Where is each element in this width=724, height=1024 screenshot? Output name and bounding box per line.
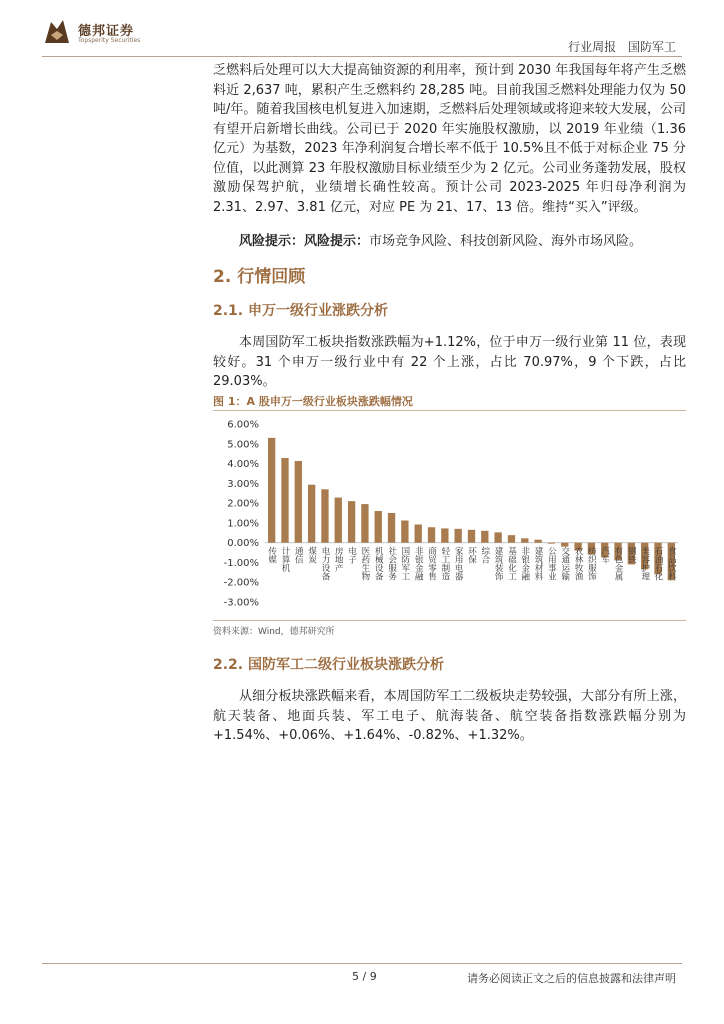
y-tick-label: -3.00% bbox=[223, 597, 259, 609]
bar bbox=[308, 485, 315, 543]
x-category-label: 建筑装饰 bbox=[493, 546, 504, 581]
x-category-label: 基础化工 bbox=[506, 546, 517, 581]
bar bbox=[388, 513, 395, 543]
x-category-label: 煤炭 bbox=[306, 546, 317, 564]
y-tick-label: -1.00% bbox=[223, 557, 259, 569]
y-tick-label: 2.00% bbox=[227, 498, 259, 510]
x-category-label: 建筑材料 bbox=[533, 546, 544, 581]
risk-text: 市场竞争风险、科技创新风险、海外市场风险。 bbox=[369, 234, 643, 249]
bar bbox=[361, 504, 368, 543]
x-category-label: 有色金属 bbox=[613, 546, 624, 581]
bar bbox=[401, 521, 408, 543]
figure-bottom-rule bbox=[213, 620, 686, 621]
y-tick-label: -2.00% bbox=[223, 577, 259, 589]
x-category-label: 计算机 bbox=[279, 546, 290, 573]
bar bbox=[455, 529, 462, 543]
y-tick-label: 1.00% bbox=[227, 518, 259, 530]
y-tick-label: 0.00% bbox=[227, 538, 259, 550]
x-category-label: 房地产 bbox=[333, 546, 344, 573]
x-category-label: 电子 bbox=[346, 546, 357, 564]
y-tick-label: 4.00% bbox=[227, 459, 259, 471]
section-2-2-paragraph: 从细分板块涨跌幅来看，本周国防军工二级板块走势较强，大部分有所上涨，航天装备、地面兵装、军工电子、航海装备、航空装备指数涨跌幅分别为+1.54%、+0.06%、+1.64%、-0.82%、+1.32%。 bbox=[213, 689, 686, 743]
x-category-label: 石油石化 bbox=[653, 546, 664, 581]
x-category-label: 农林牧渔 bbox=[573, 546, 584, 581]
page-number: 5 / 9 bbox=[352, 970, 377, 983]
y-tick-label: 3.00% bbox=[227, 478, 259, 490]
bar bbox=[375, 511, 382, 543]
bar bbox=[441, 528, 448, 542]
bar bbox=[468, 530, 475, 543]
figure-source: 资料来源：Wind，德邦研究所 bbox=[213, 627, 335, 637]
x-category-label: 传媒 bbox=[266, 546, 277, 564]
bar bbox=[415, 524, 422, 542]
section-2-heading: 2. 行情回顾 bbox=[213, 267, 306, 287]
x-category-label: 轻工制造 bbox=[439, 546, 450, 581]
bar bbox=[295, 461, 302, 543]
x-category-label: 纺织服饰 bbox=[586, 546, 597, 581]
footer-divider bbox=[42, 963, 682, 964]
y-tick-label: 5.00% bbox=[227, 439, 259, 451]
intro-paragraph: 乏燃料后处理可以大大提高铀资源的利用率，预计到 2030 年我国每年将产生乏燃料近 2,637 吨，累积产生乏燃料约 28,285 吨。目前我国乏燃料处理能力仅为 50 吨/年。随着我国核电机复进入加速期，乏燃料后处理领域或将迎来较大发展，公司有望开启新增长曲线。公司已于 2020 年实施股权激励，以 2019 年业绩（1.36 亿元）为基数，2023 年净利润复合增长率不低于 10.5%且不低于对标企业 75 分位值，以此测算 23 年股权激励目标业绩至少为 2 亿元。公司业务蓬勃发展，股权激励保驾护航，业绩增长确性较高。预计公司 2023-2025 年归母净利润为 2.31、2.97、3.81 亿元，对应 PE 为 21、17、13 倍。维持“买入”评级。 bbox=[213, 63, 686, 215]
x-category-label: 食品饮料 bbox=[666, 546, 677, 581]
bar bbox=[428, 527, 435, 542]
section-2-1-paragraph: 本周国防军工板块指数涨跌幅为+1.12%，位于申万一级行业第 11 位，表现较好。31 个申万一级行业中有 22 个上涨，占比 70.97%，9 个下跌，占比 29.03%。 bbox=[213, 335, 686, 389]
bar bbox=[348, 501, 355, 543]
y-tick-label: 6.00% bbox=[227, 419, 259, 431]
bar bbox=[548, 543, 555, 544]
x-category-label: 环保 bbox=[466, 546, 477, 564]
company-name: 德邦证券 bbox=[78, 24, 135, 39]
x-category-label: 家用电器 bbox=[453, 546, 464, 581]
bar bbox=[281, 458, 288, 543]
x-category-label: 社会服务 bbox=[386, 546, 397, 581]
x-category-label: 通信 bbox=[293, 546, 304, 564]
x-category-label: 钢铁 bbox=[626, 546, 637, 564]
x-category-label: 汽车 bbox=[599, 546, 610, 564]
x-category-label: 综合 bbox=[479, 546, 490, 564]
report-sector: 国防军工 bbox=[627, 40, 676, 54]
bar bbox=[481, 531, 488, 543]
x-category-label: 美容护理 bbox=[639, 546, 650, 581]
x-category-label: 医药生物 bbox=[359, 546, 370, 581]
figure-1-title: 图 1：A 股申万一级行业板块涨跌幅情况 bbox=[213, 395, 413, 408]
bar bbox=[521, 538, 528, 542]
footer-disclaimer: 请务必阅读正文之后的信息披露和法律声明 bbox=[467, 972, 676, 985]
figure-top-rule bbox=[213, 410, 686, 411]
report-header bbox=[568, 38, 676, 55]
section-2-1-heading: 2.1. 申万一级行业涨跌分析 bbox=[213, 303, 388, 319]
bar bbox=[321, 489, 328, 542]
header-divider bbox=[42, 56, 682, 57]
x-category-label: 非银金融 bbox=[519, 546, 530, 581]
x-category-label: 电力设备 bbox=[319, 546, 330, 581]
company-name-en: Topsperity Securities bbox=[78, 37, 141, 44]
x-category-label: 交通运输 bbox=[559, 546, 570, 581]
bar bbox=[508, 535, 515, 543]
company-logo-icon bbox=[42, 16, 72, 46]
bar bbox=[534, 540, 541, 543]
risk-label: 风险提示：风险提示： bbox=[239, 234, 370, 249]
bar bbox=[494, 532, 501, 542]
x-category-label: 国防军工 bbox=[399, 546, 410, 581]
section-2-2-heading: 2.2. 国防军工二级行业板块涨跌分析 bbox=[213, 657, 444, 673]
x-category-label: 非银金融 bbox=[413, 546, 424, 581]
industry-change-bar-chart bbox=[213, 414, 686, 618]
bar bbox=[268, 438, 275, 543]
risk-paragraph bbox=[213, 232, 686, 252]
bar bbox=[335, 498, 342, 543]
x-category-label: 公用事业 bbox=[546, 546, 557, 581]
report-type: 行业周报 bbox=[568, 40, 617, 54]
x-category-label: 机械设备 bbox=[373, 546, 384, 581]
x-category-label: 商贸零售 bbox=[426, 546, 437, 581]
